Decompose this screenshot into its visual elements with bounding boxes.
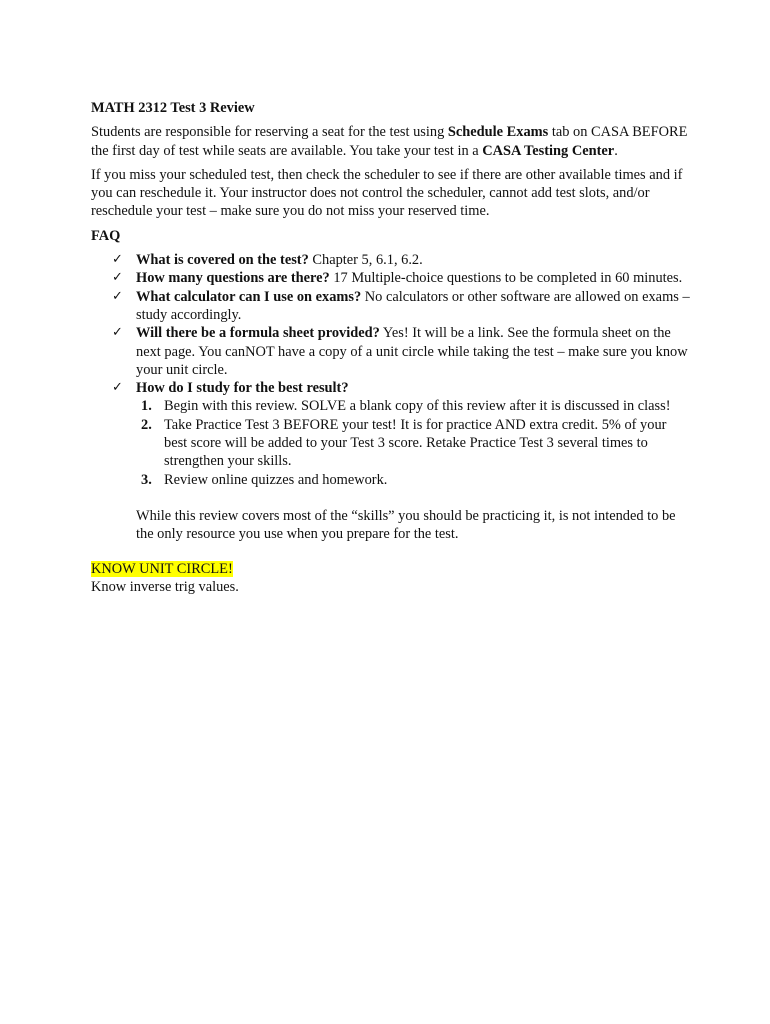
highlighted-text: KNOW UNIT CIRCLE! [91, 560, 233, 577]
unit-circle-line [91, 560, 691, 578]
faq-list [91, 251, 691, 489]
step-text: Take Practice Test 3 BEFORE your test! It is for practice AND extra credit. 5% of your best score will be added to your Test 3 score. Retake Practice Test 3 several times to strengthen your skills. [164, 416, 667, 470]
faq-question: Will there be a formula sheet provided? [136, 325, 380, 342]
step-text: Review online quizzes and homework. [164, 471, 388, 488]
study-step [141, 397, 691, 415]
faq-item [112, 324, 691, 379]
inverse-trig-line: Know inverse trig values. [91, 578, 239, 595]
document-content [91, 99, 691, 596]
document-title: MATH 2312 Test 3 Review [91, 100, 255, 116]
step-text: Begin with this review. SOLVE a blank copy of this review after it is discussed in class! [164, 398, 671, 415]
checkmark-icon: ✓ [112, 288, 123, 304]
faq-item [112, 288, 691, 325]
faq-question: How do I study for the best result? [136, 380, 349, 397]
faq-question: How many questions are there? [136, 270, 330, 287]
study-step [141, 416, 691, 471]
casa-testing-center-bold: CASA Testing Center [482, 142, 615, 159]
faq-answer: 17 Multiple-choice questions to be completed in 60 minutes. [329, 270, 683, 287]
checkmark-icon: ✓ [112, 252, 123, 268]
faq-answer: No calculators or other software are allowed on exams – study accordingly. [136, 288, 690, 323]
reservation-text-1: Students are responsible for reserving a seat for the test using [91, 124, 448, 141]
reservation-text-2: tab on CASA BEFORE the first day of test while seats are available. You take your test in a [91, 124, 688, 159]
study-step [141, 471, 691, 489]
reservation-paragraph [91, 123, 691, 160]
faq-answer: Yes! It will be a link. See the formula sheet on the next page. You canNOT have a copy of a unit circle while taking the test – make sure you know your unit circle. [136, 325, 688, 378]
checkmark-icon: ✓ [112, 325, 123, 341]
schedule-exams-bold: Schedule Exams [447, 124, 549, 141]
faq-question: What is covered on the test? [136, 252, 309, 269]
faq-item [112, 269, 691, 287]
missed-test-paragraph: If you miss your scheduled test, then check the scheduler to see if there are other available times and if you can reschedule it. Your instructor does not control the scheduler, cannot add test slots, and/or reschedule your test – make sure you do not miss your reserved time. [91, 166, 683, 220]
checkmark-icon: ✓ [112, 270, 123, 286]
step-number: 3. [141, 471, 152, 488]
faq-heading: FAQ [91, 227, 121, 244]
step-number: 2. [141, 416, 152, 433]
faq-question: What calculator can I use on exams? [136, 288, 362, 305]
faq-item [112, 379, 691, 489]
faq-answer: Chapter 5, 6.1, 6.2. [308, 252, 423, 269]
faq-item [112, 251, 691, 269]
review-note: While this review covers most of the “skills” you should be practicing it, is not intended to be the only resource you use when you prepare for the test. [136, 507, 676, 543]
study-steps-list [136, 397, 691, 488]
checkmark-icon: ✓ [112, 380, 123, 396]
reservation-text-3: . [614, 142, 618, 159]
step-number: 1. [141, 398, 152, 415]
